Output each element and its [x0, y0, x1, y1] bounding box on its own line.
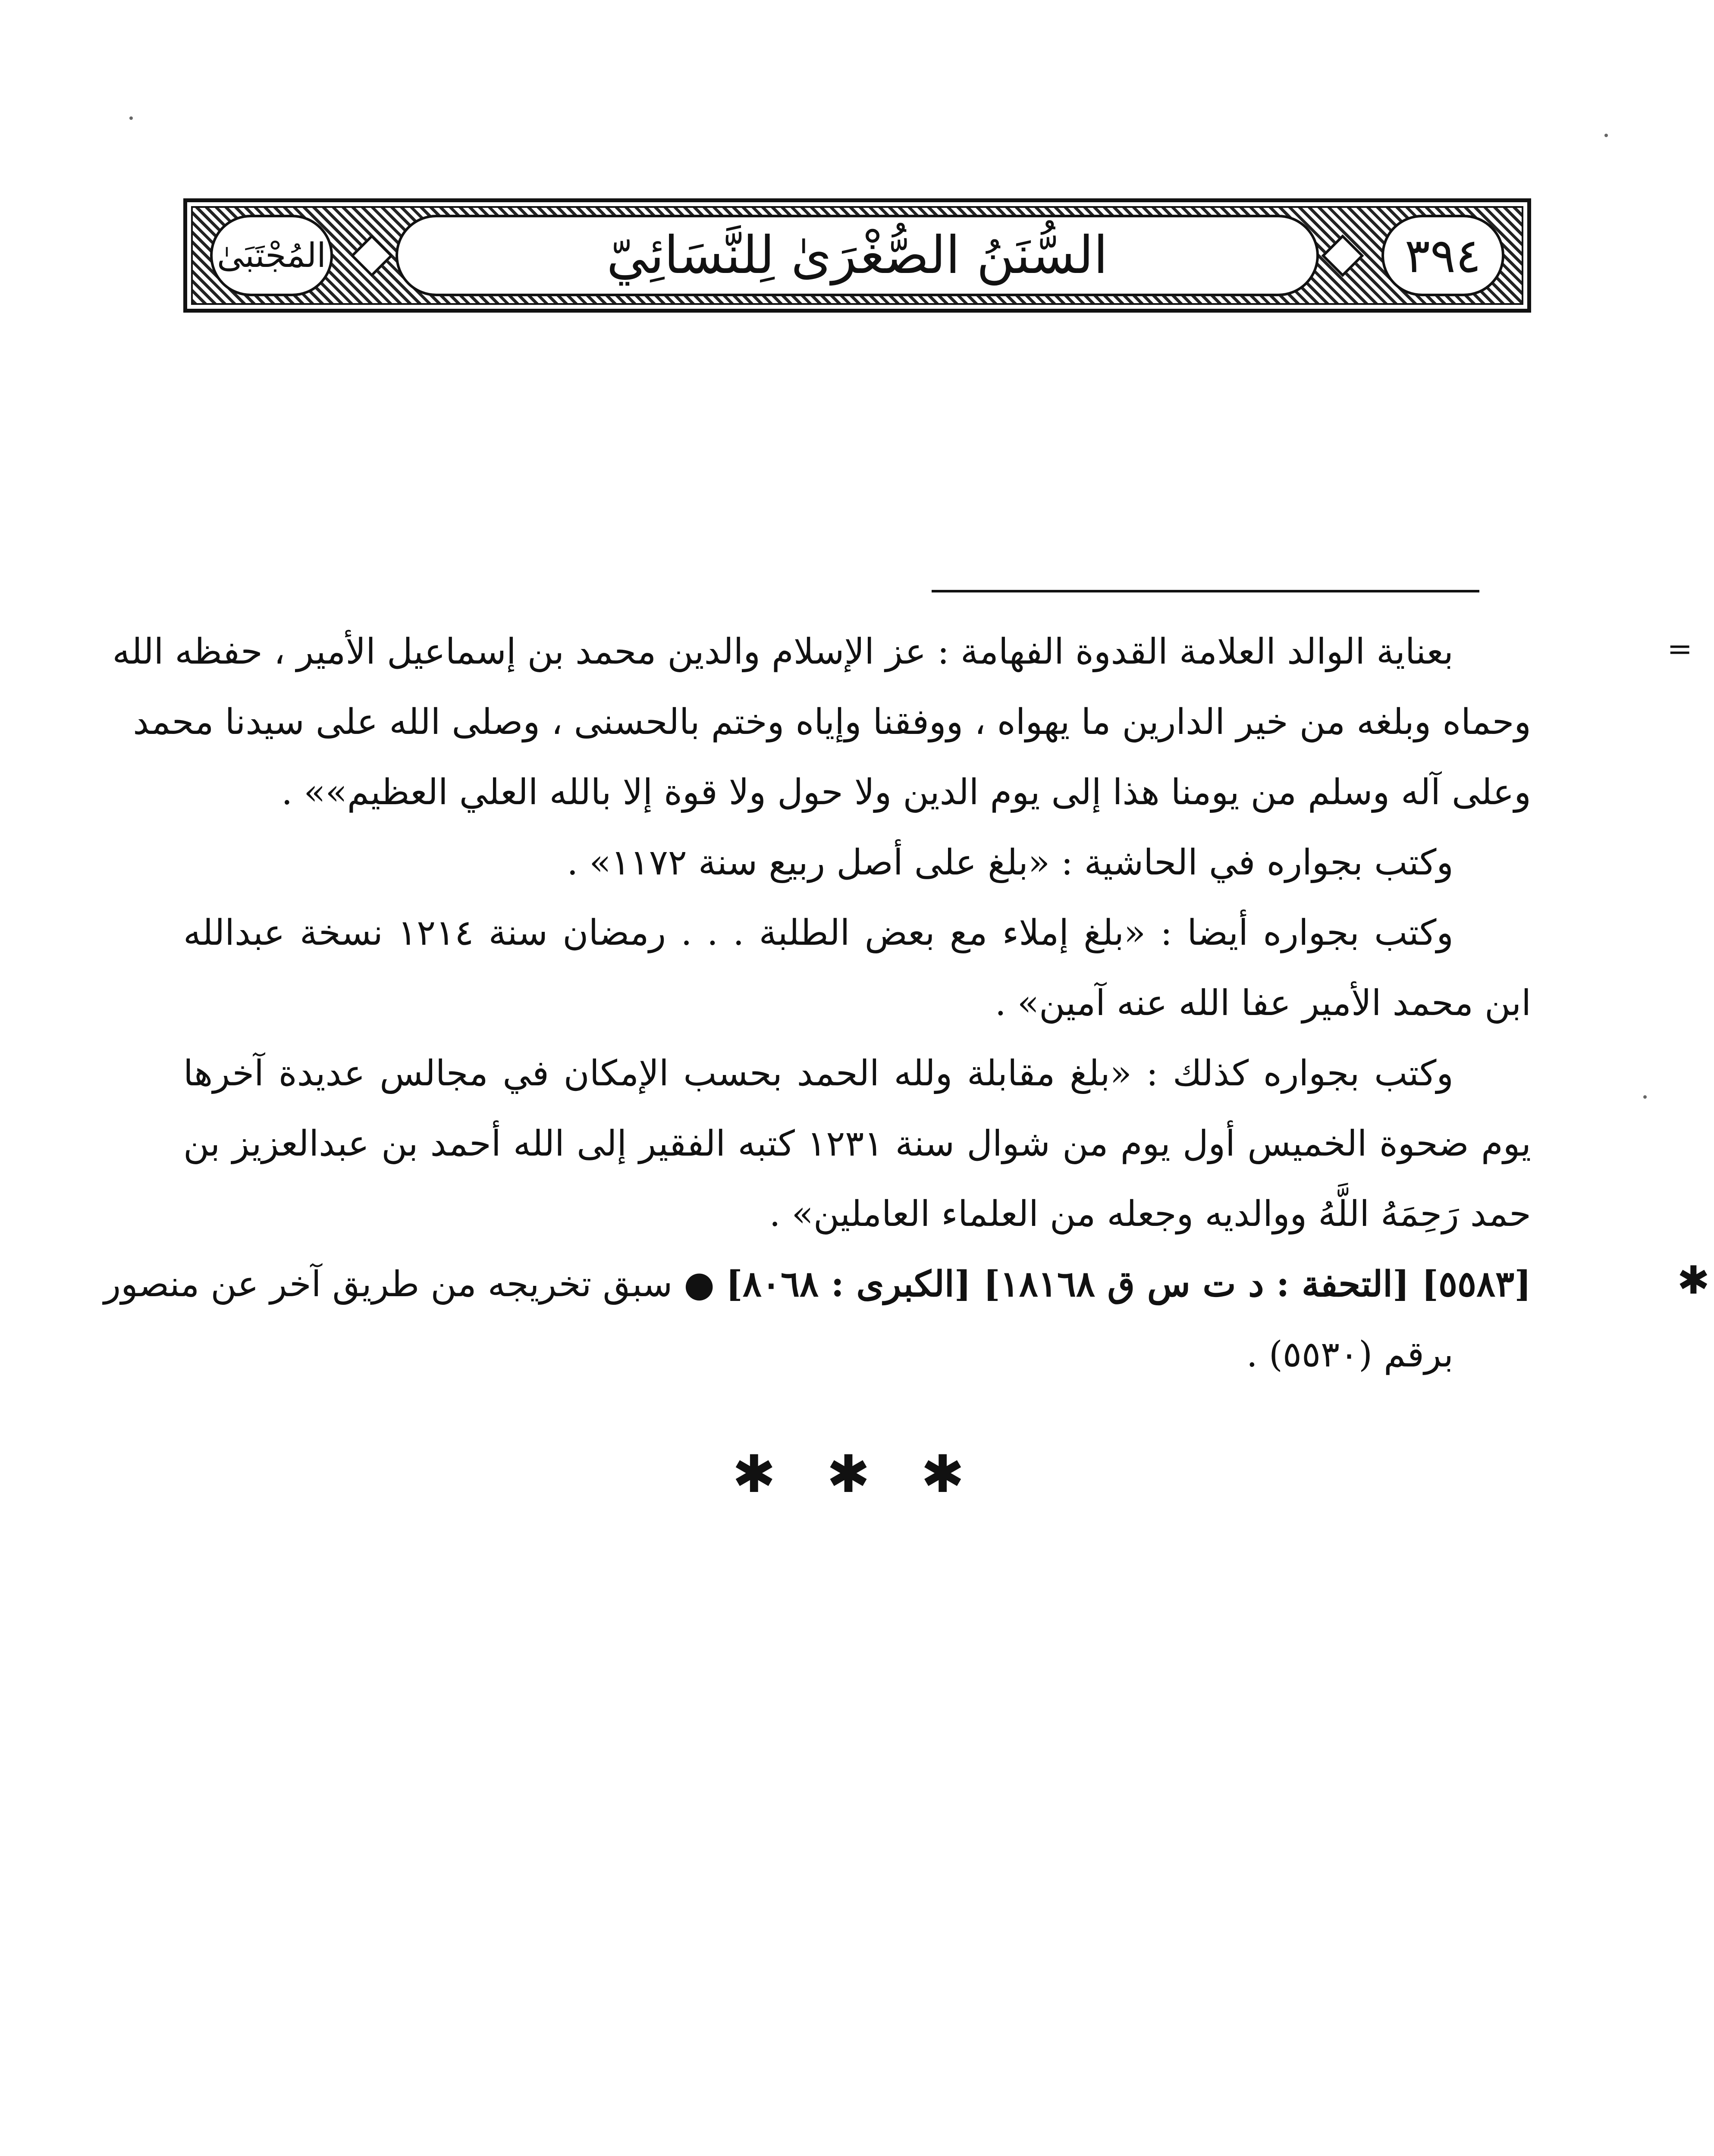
page-header-frame	[183, 198, 1531, 313]
header-ornament-band	[191, 206, 1523, 305]
scan-speck	[1643, 1095, 1647, 1099]
ornament-knot-icon	[1322, 234, 1364, 277]
text-line: حمد رَحِمَهُ اللَّهُ ووالديه وجعله من العلماء العاملين» .	[769, 1194, 1531, 1235]
text-line: وكتب بجواره أيضا : «بلغ إملاء مع بعض الطلبة . . . رمضان سنة ١٢١٤ نسخة عبدالله	[183, 912, 1454, 953]
text-line: وحماه وبلغه من خير الدارين ما يهواه ، ووفقنا وإياه وختم بالحسنى ، وصلى الله على سيدنا محمد	[133, 702, 1531, 743]
footnote-rule	[932, 590, 1479, 592]
scan-speck	[129, 116, 133, 120]
text-line: وكتب بجواره في الحاشية : «بلغ على أصل ربيع سنة ١١٧٢» .	[567, 842, 1453, 883]
text-line: ابن محمد الأمير عفا الله عنه آمين» .	[995, 983, 1531, 1024]
ornament-label: المُجْتَبَىٰ	[217, 236, 326, 275]
text-line: يوم ضحوة الخميس أول يوم من شوال سنة ١٢٣١ كتبه الفقير إلى الله أحمد بن عبدالعزيز بن	[183, 1123, 1531, 1164]
section-separator: ✱ ✱ ✱	[732, 1445, 982, 1504]
footnote-continuation-marker: =	[1667, 631, 1692, 667]
ornament-knot-icon	[351, 234, 393, 277]
page-number: ٣٩٤	[1404, 228, 1482, 283]
text-line: وعلى آله وسلم من يومنا هذا إلى يوم الدين ولا حول ولا قوة إلا بالله العلي العظيم»» .	[281, 772, 1531, 813]
hadith-reference: [٥٥٨٣] [التحفة : د ت س ق ١٨١٦٨] [الكبرى : ٨٠٦٨]	[726, 1263, 1531, 1305]
hadith-star-icon: ✱	[1677, 1258, 1710, 1303]
ornament-cartouche-left	[210, 215, 333, 296]
footnote-text-block	[104, 617, 1531, 1390]
book-title: السُّنَنُ الصُّغْرَىٰ لِلنَّسَائِيّ	[606, 225, 1108, 285]
text-line: برقم (٥٥٣٠) .	[1246, 1334, 1453, 1375]
page-number-cartouche	[1381, 215, 1504, 296]
scan-speck	[1604, 134, 1608, 137]
hadith-reference-line	[104, 1249, 1531, 1319]
hadith-remark: ● سبق تخريجه من طريق آخر عن منصور	[104, 1264, 715, 1305]
text-line: وكتب بجواره كذلك : «بلغ مقابلة ولله الحمد بحسب الإمكان في مجالس عديدة آخرها	[183, 1053, 1453, 1094]
text-line: بعناية الوالد العلامة القدوة الفهامة : عز الإسلام والدين محمد بن إسماعيل الأمير ، حفظه الله	[112, 631, 1453, 672]
title-cartouche	[396, 215, 1319, 296]
